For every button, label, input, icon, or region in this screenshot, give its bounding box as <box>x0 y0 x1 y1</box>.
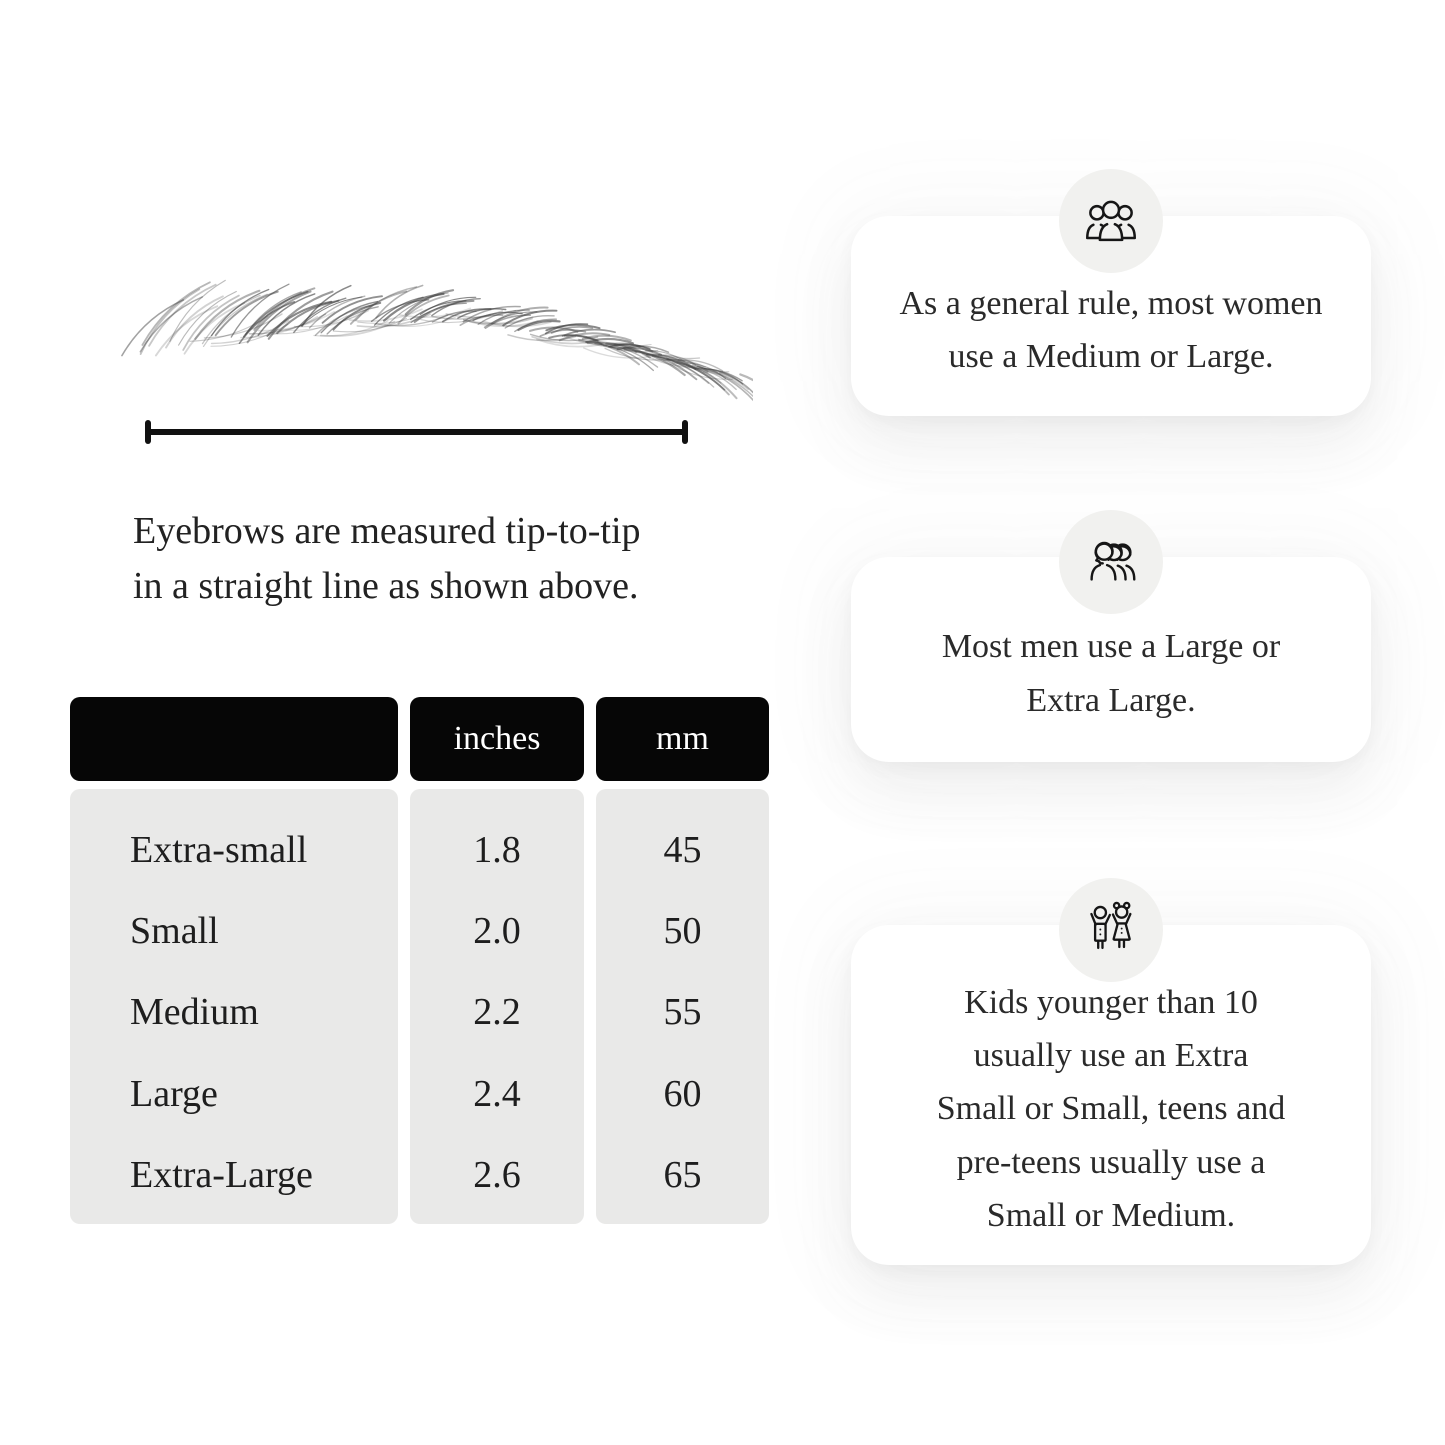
header-cell-size <box>70 697 398 781</box>
table-cell-mm: 60 <box>663 1072 702 1115</box>
size-table-body <box>70 789 769 1224</box>
header-cell-inches: inches <box>410 697 584 781</box>
table-cell-inches: 2.2 <box>473 991 521 1034</box>
card-text-line: Small or Medium. <box>986 1196 1236 1234</box>
size-table <box>70 697 769 1224</box>
table-row-label: Extra-Large <box>130 1154 313 1197</box>
table-cell-inches: 1.8 <box>473 828 521 871</box>
table-cell-inches: 2.6 <box>473 1154 521 1197</box>
inches-column <box>410 789 584 1224</box>
eyebrow-illustration <box>108 220 753 410</box>
table-row-label: Large <box>130 1072 218 1115</box>
women-group-icon <box>1059 169 1163 273</box>
caption-line-2: in a straight line as shown above. <box>133 564 639 607</box>
card-text-line: Kids younger than 10 <box>964 984 1258 1022</box>
table-cell-inches: 2.0 <box>473 910 521 953</box>
card-kids-text <box>937 976 1285 1241</box>
kids-icon <box>1059 878 1163 982</box>
card-text-line: Extra Large. <box>1026 681 1196 719</box>
table-cell-mm: 50 <box>663 910 702 953</box>
table-row-label: Small <box>130 910 219 953</box>
header-cell-mm: mm <box>596 697 769 781</box>
card-text-line: As a general rule, most women <box>899 284 1323 322</box>
table-row-label: Medium <box>130 991 259 1034</box>
measurement-line <box>147 429 686 435</box>
table-cell-mm: 45 <box>663 828 702 871</box>
card-kids <box>851 925 1371 1265</box>
card-text-line: pre-teens usually use a <box>956 1143 1266 1181</box>
card-text-line: Small or Small, teens and <box>936 1090 1286 1128</box>
figure-caption <box>133 504 773 613</box>
table-row-label: Extra-small <box>130 828 308 871</box>
men-group-icon <box>1059 510 1163 614</box>
card-women-text <box>900 277 1323 383</box>
size-name-column <box>70 789 398 1224</box>
caption-line-1: Eyebrows are measured tip-to-tip <box>133 510 641 552</box>
card-text-line: use a Medium or Large. <box>948 338 1274 375</box>
table-cell-mm: 55 <box>663 991 702 1034</box>
table-cell-mm: 65 <box>663 1154 702 1197</box>
card-women <box>851 216 1371 416</box>
card-text-line: Most men use a Large or <box>941 628 1281 666</box>
card-men-text <box>942 620 1280 726</box>
card-men <box>851 557 1371 762</box>
table-cell-inches: 2.4 <box>473 1072 521 1115</box>
size-table-header <box>70 697 769 781</box>
card-text-line: usually use an Extra <box>973 1037 1249 1075</box>
mm-column <box>596 789 769 1224</box>
eyebrow-drawing <box>108 220 753 410</box>
